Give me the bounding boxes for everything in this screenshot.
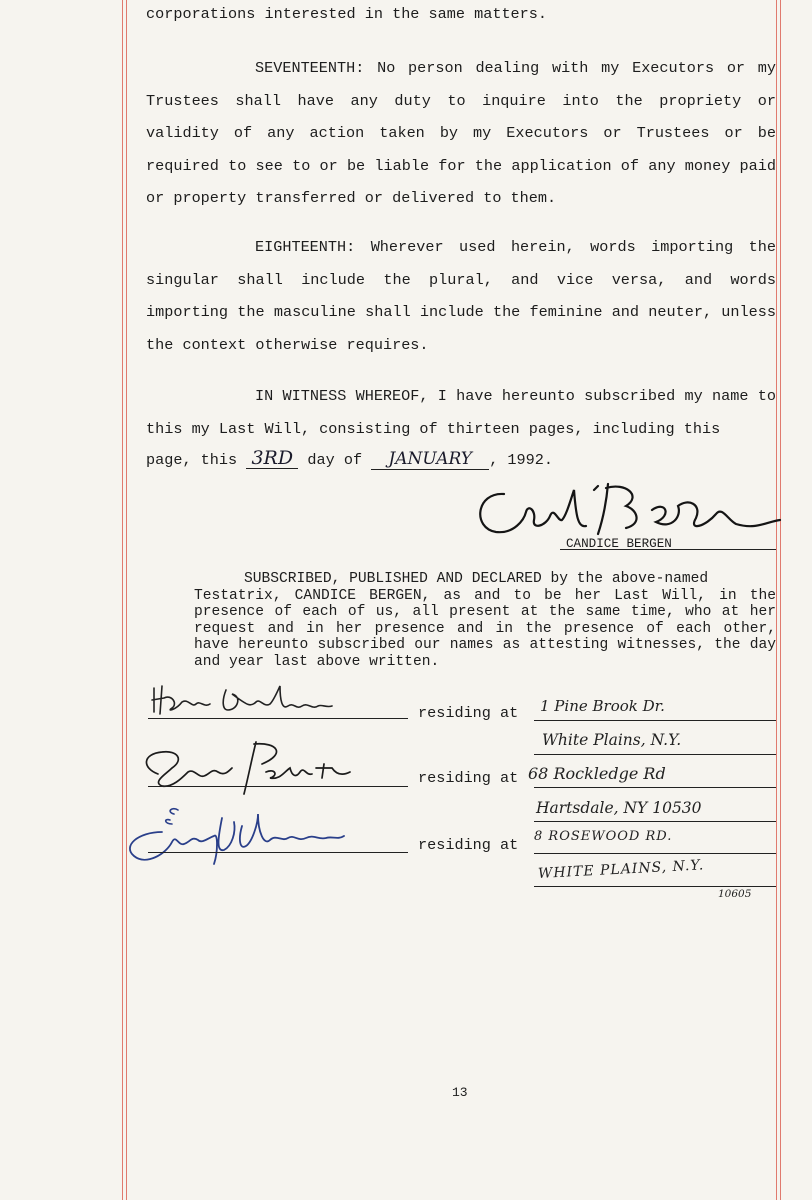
left-margin-rule (122, 0, 123, 1200)
witness-2-signature (128, 738, 368, 798)
right-margin-rule-inner (776, 0, 777, 1200)
witness-3-residing-label: residing at (418, 836, 519, 854)
witness-3-address-rule-1 (534, 853, 776, 854)
witness-1-address-line-1: 1 Pine Brook Dr. (540, 697, 665, 715)
witness-1-address-rule-1 (534, 720, 776, 721)
witness-3-zip: 10605 (718, 888, 752, 900)
witness-3-address-rule-2 (534, 886, 776, 887)
handwritten-day: 3RD (246, 448, 298, 469)
witness-1-residing-label: residing at (418, 704, 519, 722)
witness-3-signature-line (148, 852, 408, 853)
witness-2-address-rule-2 (534, 821, 776, 822)
witness-3-address-line-1: 8 ROSEWOOD RD. (534, 829, 673, 844)
attestation-first-line: SUBSCRIBED, PUBLISHED AND DECLARED by the above-named (244, 571, 709, 587)
paragraph-continuation: corporations interested in the same matters. (146, 5, 548, 23)
date-prefix: page, this (146, 451, 238, 469)
witness-1-address-line-2: White Plains, N.Y. (542, 731, 682, 749)
witness-2-residing-label: residing at (418, 769, 519, 787)
testatrix-name: CANDICE BERGEN (566, 537, 672, 551)
date-suffix: , 1992. (489, 451, 554, 469)
execution-date-line (146, 444, 553, 477)
witness-3-signature (118, 802, 358, 872)
attestation-body: Testatrix, CANDICE BERGEN, as and to be her Last Will, in the presence of each of us, all present at the same time, who at her request and in her presence and in the presence of each other, have hereunto subscribed our names as attesting witnesses, the day and year last above written. (194, 587, 776, 670)
attestation-clause (194, 571, 776, 671)
right-margin-rule (780, 0, 781, 1200)
handwritten-month: JANUARY (371, 449, 489, 470)
page-number: 13 (452, 1085, 468, 1100)
witness-3-address-line-2: WHITE PLAINS, N.Y. (537, 857, 705, 882)
article-seventeenth: SEVENTEENTH: No person dealing with my Executors or my Trustees shall have any duty to inquire into the propriety or validity of any action taken by my Executors or Trustees or be required to see to or be liable for the application of any money paid or property transferred or delivered to them. (146, 59, 776, 207)
date-mid: day of (307, 451, 363, 469)
witness-2-address-line-1: 68 Rockledge Rd (528, 764, 666, 783)
witness-2-signature-line (148, 786, 408, 787)
witness-2-address-line-2: Hartsdale, NY 10530 (536, 799, 702, 817)
left-margin-rule-inner (126, 0, 127, 1200)
witness-1-signature-line (148, 718, 408, 719)
witness-1-signature (146, 680, 336, 720)
witness-whereof-clause: IN WITNESS WHEREOF, I have hereunto subscribed my name to this my Last Will, consisting of thirteen pages, including this (146, 387, 776, 438)
article-eighteenth: EIGHTEENTH: Wherever used herein, words importing the singular shall include the plural, and vice versa, and words importing the masculine shall include the feminine and neuter, unless the context otherwise requires. (146, 238, 776, 354)
witness-1-address-rule-2 (534, 754, 776, 755)
witness-2-address-rule-1 (534, 787, 776, 788)
